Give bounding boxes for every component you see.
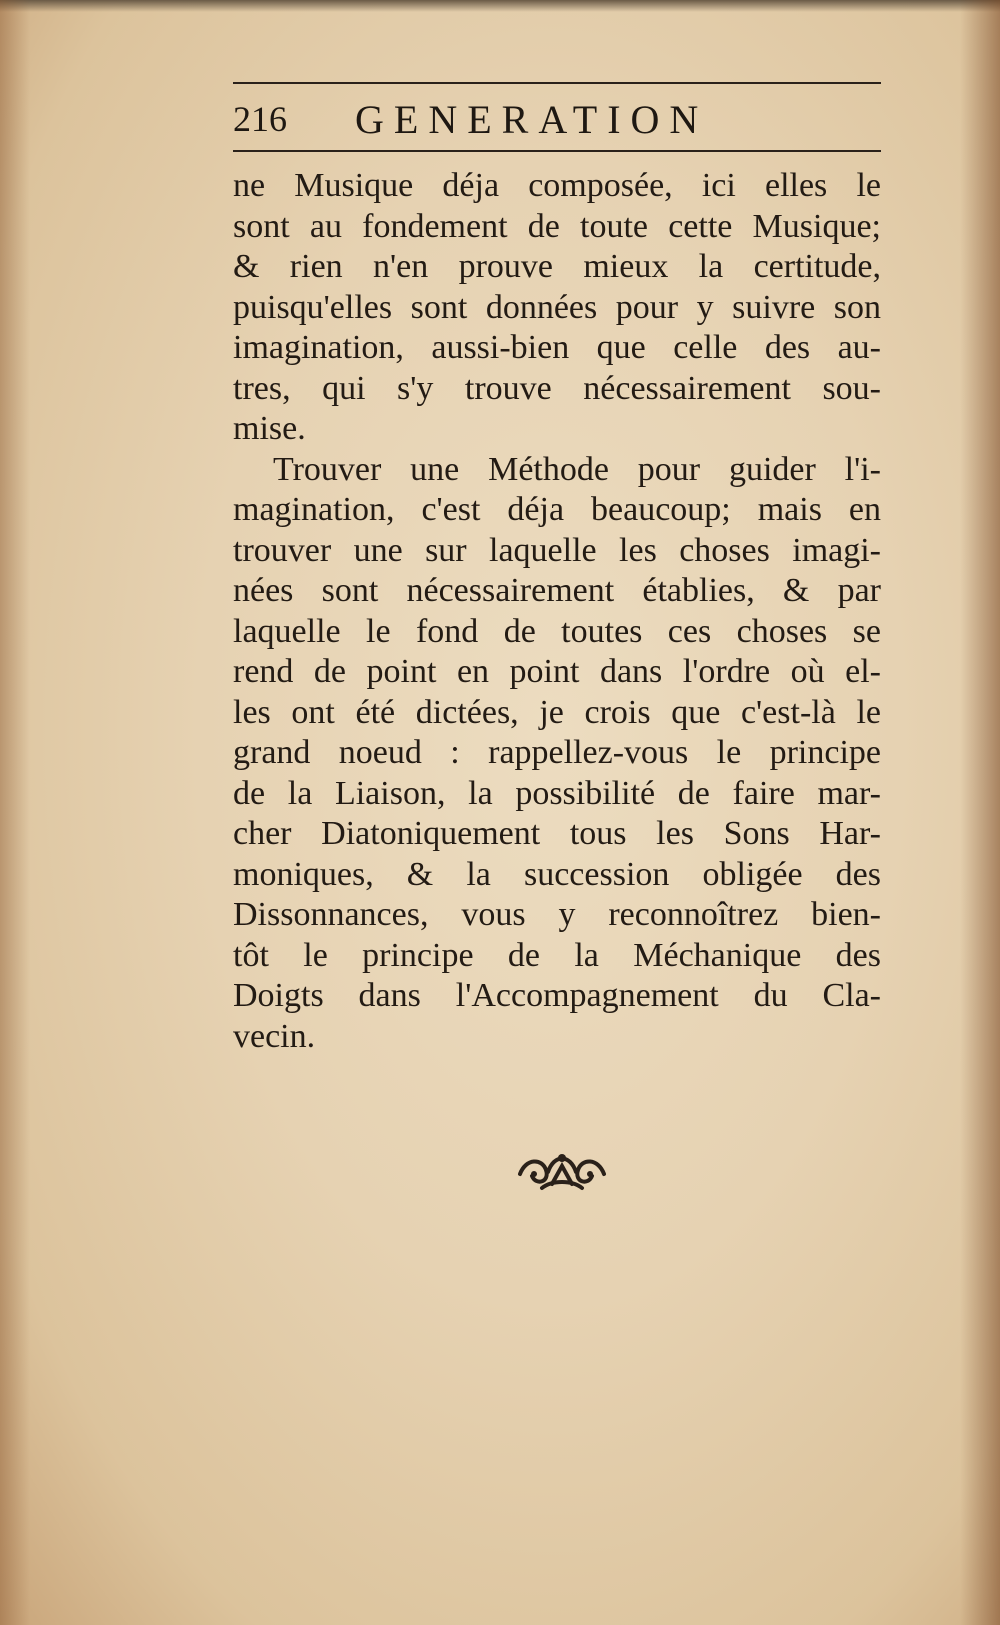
text-line: moniques, & la succession obligée des (233, 855, 881, 893)
text-line: les ont été dictées, je crois que c'est-là le (233, 693, 881, 731)
text-line: sont au fondement de toute cette Musique; (233, 207, 881, 245)
text-line: imagination, aussi-bien que celle des au- (233, 329, 881, 366)
text-line: magination, c'est déja beaucoup; mais en (233, 491, 881, 528)
text-line: Trouver une Méthode pour guider l'i- (273, 450, 881, 488)
page-left-edge (0, 0, 30, 1625)
text-line: cher Diatoniquement tous les Sons Har- (233, 815, 881, 852)
text-line: vecin. (233, 1017, 316, 1055)
text-line: puisqu'elles sont données pour y suivre son (233, 288, 881, 326)
text-line: de la Liaison, la possibilité de faire mar- (233, 774, 881, 812)
text-line: Dissonnances, vous y reconnoîtrez bien- (233, 896, 881, 933)
header-top-rule (233, 82, 881, 84)
text-line: laquelle le fond de toutes ces choses se (233, 612, 881, 650)
text-line: ne Musique déja composée, ici elles le (233, 167, 881, 204)
text-line: trouver une sur laquelle les choses imagi- (233, 531, 881, 569)
text-line: Doigts dans l'Accompagnement du Cla- (233, 977, 881, 1014)
text-line: grand noeud : rappellez-vous le principe (233, 734, 881, 771)
page-top-shadow (0, 0, 1000, 12)
page-number: 216 (233, 99, 287, 139)
body-text (233, 166, 881, 1057)
page-right-edge (960, 0, 1000, 1625)
text-line: mise. (233, 410, 306, 447)
running-header (233, 92, 881, 148)
running-title: GENERATION (355, 97, 709, 142)
text-line: rend de point en point dans l'ordre où el- (233, 653, 881, 690)
header-bottom-rule (233, 150, 881, 152)
text-line: tôt le principe de la Méchanique des (233, 936, 881, 974)
text-line: nées sont nécessairement établies, & par (233, 572, 881, 609)
text-line: tres, qui s'y trouve nécessairement sou- (233, 369, 881, 407)
text-line: & rien n'en prouve mieux la certitude, (233, 248, 881, 285)
fleuron-ornament-icon (512, 1144, 612, 1194)
